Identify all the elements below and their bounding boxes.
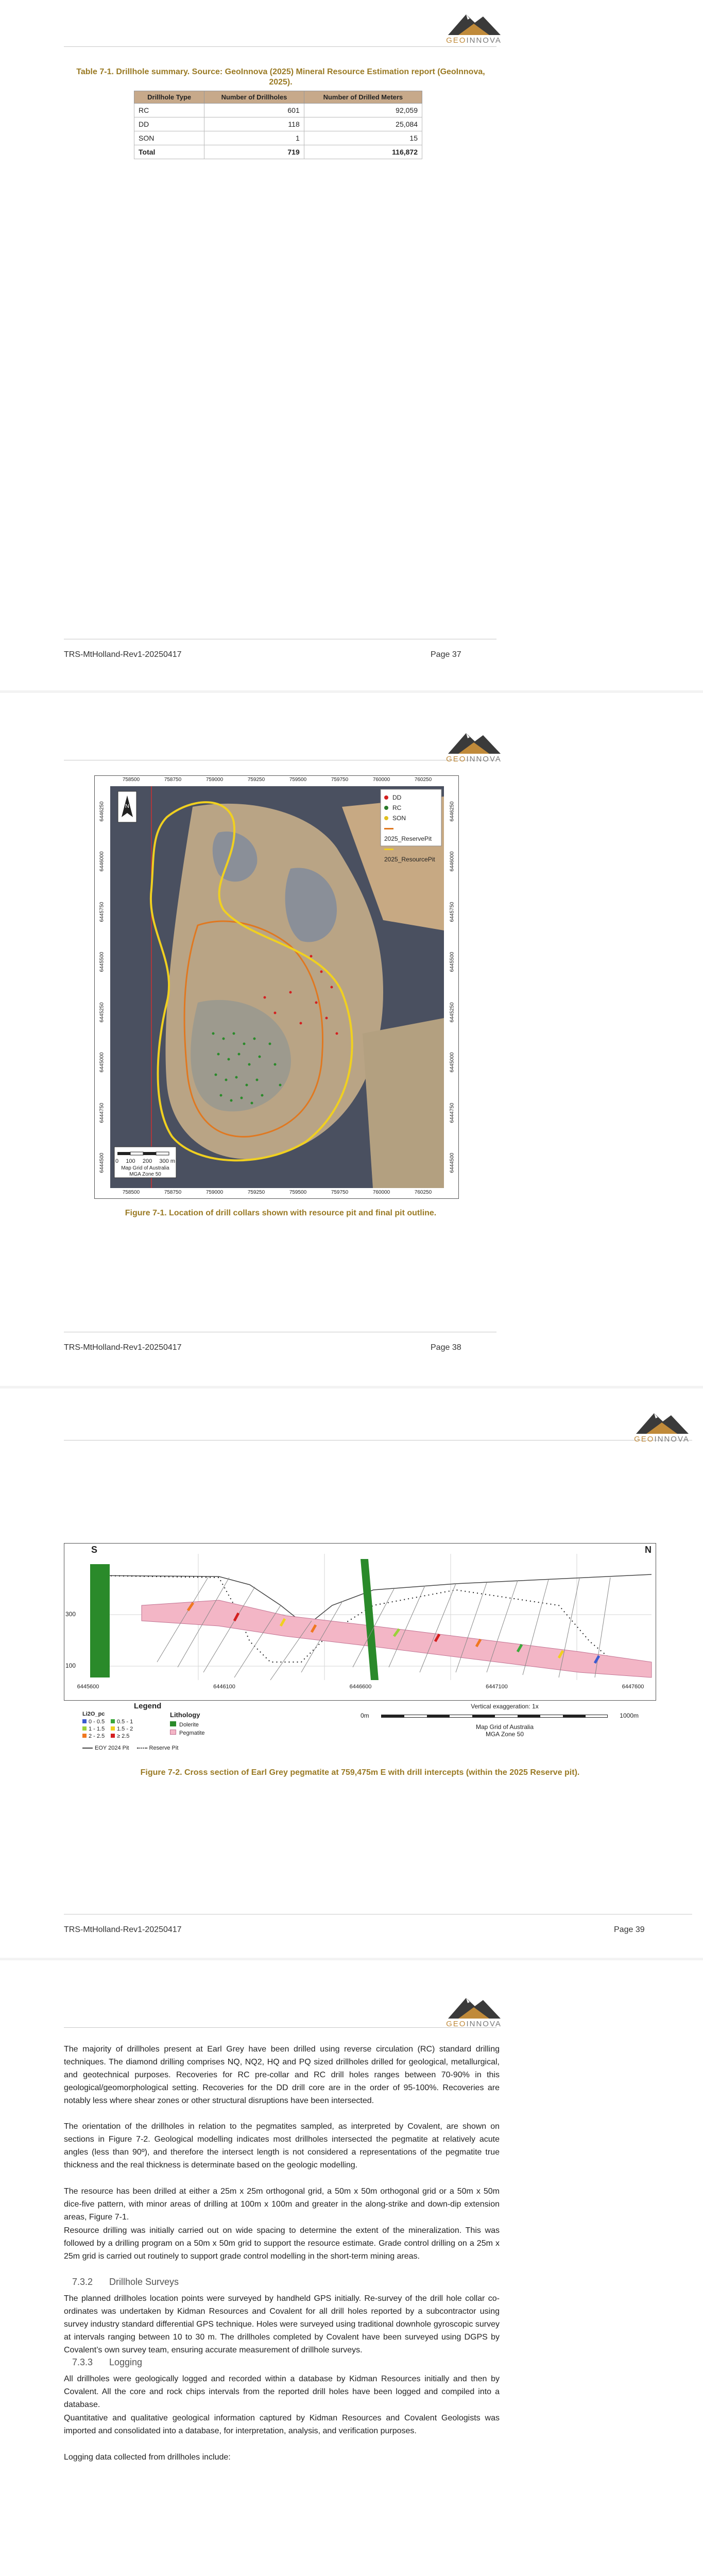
map-legend-items (384, 792, 440, 865)
son-marker-icon (384, 816, 388, 820)
footer-doc-id: TRS-MtHolland-Rev1-20250417 (64, 650, 182, 659)
tick-label: 759000 (205, 777, 224, 783)
grade-swatch-icon (111, 1719, 115, 1723)
resource-pit-line-icon (384, 849, 393, 850)
tick-label: 758500 (122, 777, 140, 783)
tick-label: 758750 (164, 777, 182, 783)
page-37 (0, 0, 703, 690)
li2o-bin: 1.5 - 2 (111, 1725, 139, 1733)
cell-type: SON (134, 131, 204, 145)
figure-caption: Figure 7-1. Location of drill collars shown with resource pit and final pit outline. (125, 1209, 437, 1217)
tick-label: 759500 (289, 1190, 307, 1195)
section-x-ticks (64, 1684, 656, 1692)
elev-tick-100: 100 (65, 1662, 76, 1669)
tick-label: 6444750 (449, 1103, 455, 1123)
tick-label: 6445750 (449, 902, 455, 922)
cell-type: Total (134, 145, 204, 159)
cell-count: 1 (204, 131, 304, 145)
reserve-pit-line-icon (384, 828, 393, 829)
tick-label: 759750 (331, 1190, 349, 1195)
paragraph: All drillholes were geologically logged and recorded within a database by Kidman Resources initially and then by Covalent. All the core and rock chips intervals from the reported drill holes have been logged and compiled into a database. (64, 2375, 500, 2409)
li2o-bins (82, 1718, 139, 1740)
tick-label: 6445500 (99, 952, 105, 972)
footer-page-number: Page 39 (614, 1925, 645, 1934)
tick-label: 6446250 (449, 801, 455, 822)
geoinnova-logo (631, 1404, 693, 1445)
col-header-count: Number of Drillholes (204, 91, 304, 104)
cell-meters: 92,059 (304, 104, 422, 117)
grade-swatch-icon (82, 1734, 87, 1738)
mountain-logo-icon (443, 1989, 505, 2020)
tick-label: 6444750 (99, 1103, 105, 1123)
lith-pegmatite: Pegmatite (170, 1730, 205, 1736)
tick-label: 6445500 (449, 952, 455, 972)
li2o-title: Li2O_pc (82, 1711, 105, 1717)
cell-count: 719 (204, 145, 304, 159)
footer-page-number: Page 38 (431, 1343, 461, 1352)
tick-label: 6446100 (213, 1684, 235, 1690)
tick-label: 759500 (289, 777, 307, 783)
tick-label: 6446250 (99, 801, 105, 822)
paragraph: Resource drilling was initially carried out on wide spacing to determine the extent of the mineralization. This was followed by a drilling program on a 50m x 50m grid to support the resource estimate. Grade control drilling on a 25m x 25m grid is carried out routinely to support grade control modelling in the short-term mining areas. (64, 2226, 500, 2261)
cell-meters: 15 (304, 131, 422, 145)
rc-marker-icon (384, 806, 388, 810)
legend-reserve-pit: 2025_ReservePit (384, 823, 440, 844)
table-caption: Table 7-1. Drillhole summary. Source: GeoInnova (2025) Mineral Resource Estimation report (GeoInnova, 2025). (76, 67, 485, 87)
footer-page-number: Page 37 (431, 650, 461, 659)
line-legend: EOY 2024 Pit Reserve Pit (82, 1745, 178, 1751)
scale-labels: 0 100 200 300 m (115, 1158, 175, 1164)
section-dir-north: N (645, 1545, 651, 1555)
table-header-row (134, 91, 422, 104)
table-row (134, 131, 422, 145)
lith-dolerite: Dolerite (170, 1721, 199, 1728)
paragraph: Quantitative and qualitative geological information captured by Kidman Resources and Covalent Geologists was imported and consolidated into a database, for interpretation, analysis, and verification purposes. (64, 2414, 500, 2435)
section-dir-south: S (91, 1545, 98, 1555)
paragraph: The resource has been drilled at either a 25m x 25m orthogonal grid, a 50m x 50m orthogonal grid or a 50m x 50m dice-five pattern, with minor areas of drilling at 100m x 100m and greater in the along-strike and down-dip extension areas, Figure 7-1. (64, 2187, 500, 2222)
drill-collar-map (94, 775, 459, 1199)
geoinnova-logo (443, 1989, 505, 2030)
tick-label: 760250 (414, 777, 432, 783)
tick-label: 759250 (247, 1190, 265, 1195)
tick-label: 6445600 (77, 1684, 99, 1690)
tick-label: 6444500 (99, 1153, 105, 1173)
cell-meters: 25,084 (304, 117, 422, 131)
header-rule (64, 46, 496, 47)
li2o-bin: ≥ 2.5 (111, 1733, 139, 1740)
table-total-row (134, 145, 422, 159)
tick-label: 6445000 (99, 1052, 105, 1073)
paragraph: The majority of drillholes present at Earl Grey have been drilled using reverse circulation (RC) standard drilling techniques. The diamond drilling comprises NQ, NQ2, HQ and PQ sized drillholes drilled for geological, metallurgical, and geotechnical purposes. Recoveries for RC pre-collar and RC drill holes ranges between 70-90% in this geological/geomorphological setting. Recoveries for the DD drill core are in the order of 95-100%. Recoveries are notably less where shear zones or other structural disruptions have been intersected. (64, 2045, 500, 2105)
col-header-type: Drillhole Type (134, 91, 204, 104)
cell-type: RC (134, 104, 204, 117)
li2o-bin: 0.5 - 1 (111, 1718, 139, 1725)
paragraph: The planned drillholes location points were surveyed by handheld GPS initially. Re-survey of the drill hole collar co-ordinates was undertaken by Kidman Resources and Covalent for all drill holes reported by a subcontractor using survey industry standard differential GPS technique. Holes were surveyed using traditional downhole gyroscopic survey at intervals ranging between 10 to 30 m. The drillholes completed by Covalent have been surveyed using DGPS by Covalent’s own survey team, ensuring accurate measurement of drillhole surveys. (64, 2294, 500, 2354)
tick-label: 759250 (247, 777, 265, 783)
map-x-ticks-top (110, 777, 444, 785)
section-legend (82, 1702, 268, 1758)
tick-label: 6447100 (486, 1684, 508, 1690)
section-heading-logging: 7.3.3 Logging (72, 2357, 143, 2367)
dd-marker-icon (384, 795, 388, 800)
scale-caption: Map Grid of Australia MGA Zone 50 (121, 1165, 169, 1177)
footer-doc-id: TRS-MtHolland-Rev1-20250417 (64, 1925, 182, 1934)
section-heading-drillhole-surveys: 7.3.2 Drillhole Surveys (72, 2277, 179, 2287)
li2o-bin: 0 - 0.5 (82, 1718, 111, 1725)
geoinnova-logo (443, 5, 505, 46)
dolerite-swatch-icon (170, 1721, 176, 1726)
tick-label: 759000 (205, 1190, 224, 1195)
tick-label: 6445000 (449, 1052, 455, 1073)
grade-swatch-icon (82, 1726, 87, 1731)
li2o-bin: 1 - 1.5 (82, 1725, 111, 1733)
cross-section-figure (64, 1543, 656, 1701)
mountain-logo-icon (443, 5, 505, 36)
eoy-line-icon (82, 1748, 93, 1749)
grade-swatch-icon (82, 1719, 87, 1723)
svg-text:N: N (125, 803, 129, 809)
cell-count: 118 (204, 117, 304, 131)
tick-label: 6447600 (622, 1684, 644, 1690)
tick-label: 758750 (164, 1190, 182, 1195)
logo-text: GEOINNOVA (446, 36, 502, 45)
cell-type: DD (134, 117, 204, 131)
dolerite-dyke-left (90, 1564, 110, 1677)
tick-label: 759750 (331, 777, 349, 783)
legend-rc: RC (384, 803, 440, 813)
tick-label: 760000 (372, 777, 390, 783)
paragraph: Logging data collected from drillholes include: (64, 2453, 231, 2462)
col-header-meters: Number of Drilled Meters (304, 91, 422, 104)
mountain-logo-icon (631, 1404, 693, 1435)
elev-tick-300: 300 (65, 1611, 76, 1618)
grade-swatch-icon (111, 1734, 115, 1738)
logo-text: GEOINNOVA (634, 1435, 690, 1444)
legend-resource-pit: 2025_ResourcePit (384, 844, 440, 865)
logo-text: GEOINNOVA (446, 755, 502, 764)
page-38 (0, 693, 703, 1386)
lith-title: Lithology (170, 1711, 200, 1719)
cell-count: 601 (204, 104, 304, 117)
header-rule (64, 2027, 496, 2028)
tick-label: 6446000 (99, 851, 105, 872)
cross-section-svg (64, 1544, 656, 1701)
tick-label: 760000 (372, 1190, 390, 1195)
tick-label: 6445250 (449, 1002, 455, 1023)
legend-son: SON (384, 813, 440, 823)
paragraph: The orientation of the drillholes in relation to the pegmatites sampled, as interpreted by Covalent, are shown on sections in Figure 7-2. Geological modelling indicates most drillholes intersected the pegmatite at relatively acute angles (less than 90º), and therefore the intersect length is not considered a representations of the pegmatite true thickness and the real thickness is determinate based on the geologic modelling. (64, 2122, 500, 2170)
reserve-line-icon (137, 1748, 147, 1749)
tick-label: 6444500 (449, 1153, 455, 1173)
tick-label: 758500 (122, 1190, 140, 1195)
logo-text: GEOINNOVA (446, 2020, 502, 2028)
legend-title: Legend (134, 1702, 162, 1710)
footer-doc-id: TRS-MtHolland-Rev1-20250417 (64, 1343, 182, 1352)
geoinnova-logo (443, 724, 505, 765)
table-row (134, 104, 422, 117)
tick-label: 6446600 (349, 1684, 372, 1690)
grade-swatch-icon (111, 1726, 115, 1731)
mountain-logo-icon (443, 724, 505, 755)
scale-bar-icon (381, 1715, 608, 1718)
figure-caption: Figure 7-2. Cross section of Earl Grey pegmatite at 759,475m E with drill intercepts (within the 2025 Reserve pit). (140, 1768, 580, 1777)
tick-label: 6446000 (449, 851, 455, 872)
north-arrow-icon (118, 791, 136, 822)
drillhole-summary-table (134, 91, 422, 159)
table-row (134, 117, 422, 131)
section-scale: Vertical exaggeration: 1x 0m 1000m Map Grid of Australia MGA Zone 50 (361, 1703, 639, 1738)
page-40 (0, 1960, 703, 2576)
tick-label: 760250 (414, 1190, 432, 1195)
tick-label: 6445250 (99, 1002, 105, 1023)
tick-label: 6445750 (99, 902, 105, 922)
map-y-ticks-right (445, 786, 459, 1188)
cell-meters: 116,872 (304, 145, 422, 159)
li2o-bin: 2 - 2.5 (82, 1733, 111, 1740)
page-39 (0, 1388, 703, 1958)
legend-dd: DD (384, 792, 440, 803)
map-y-ticks-left (95, 786, 109, 1188)
map-x-ticks-bottom (110, 1190, 444, 1198)
pegmatite-swatch-icon (170, 1730, 176, 1735)
